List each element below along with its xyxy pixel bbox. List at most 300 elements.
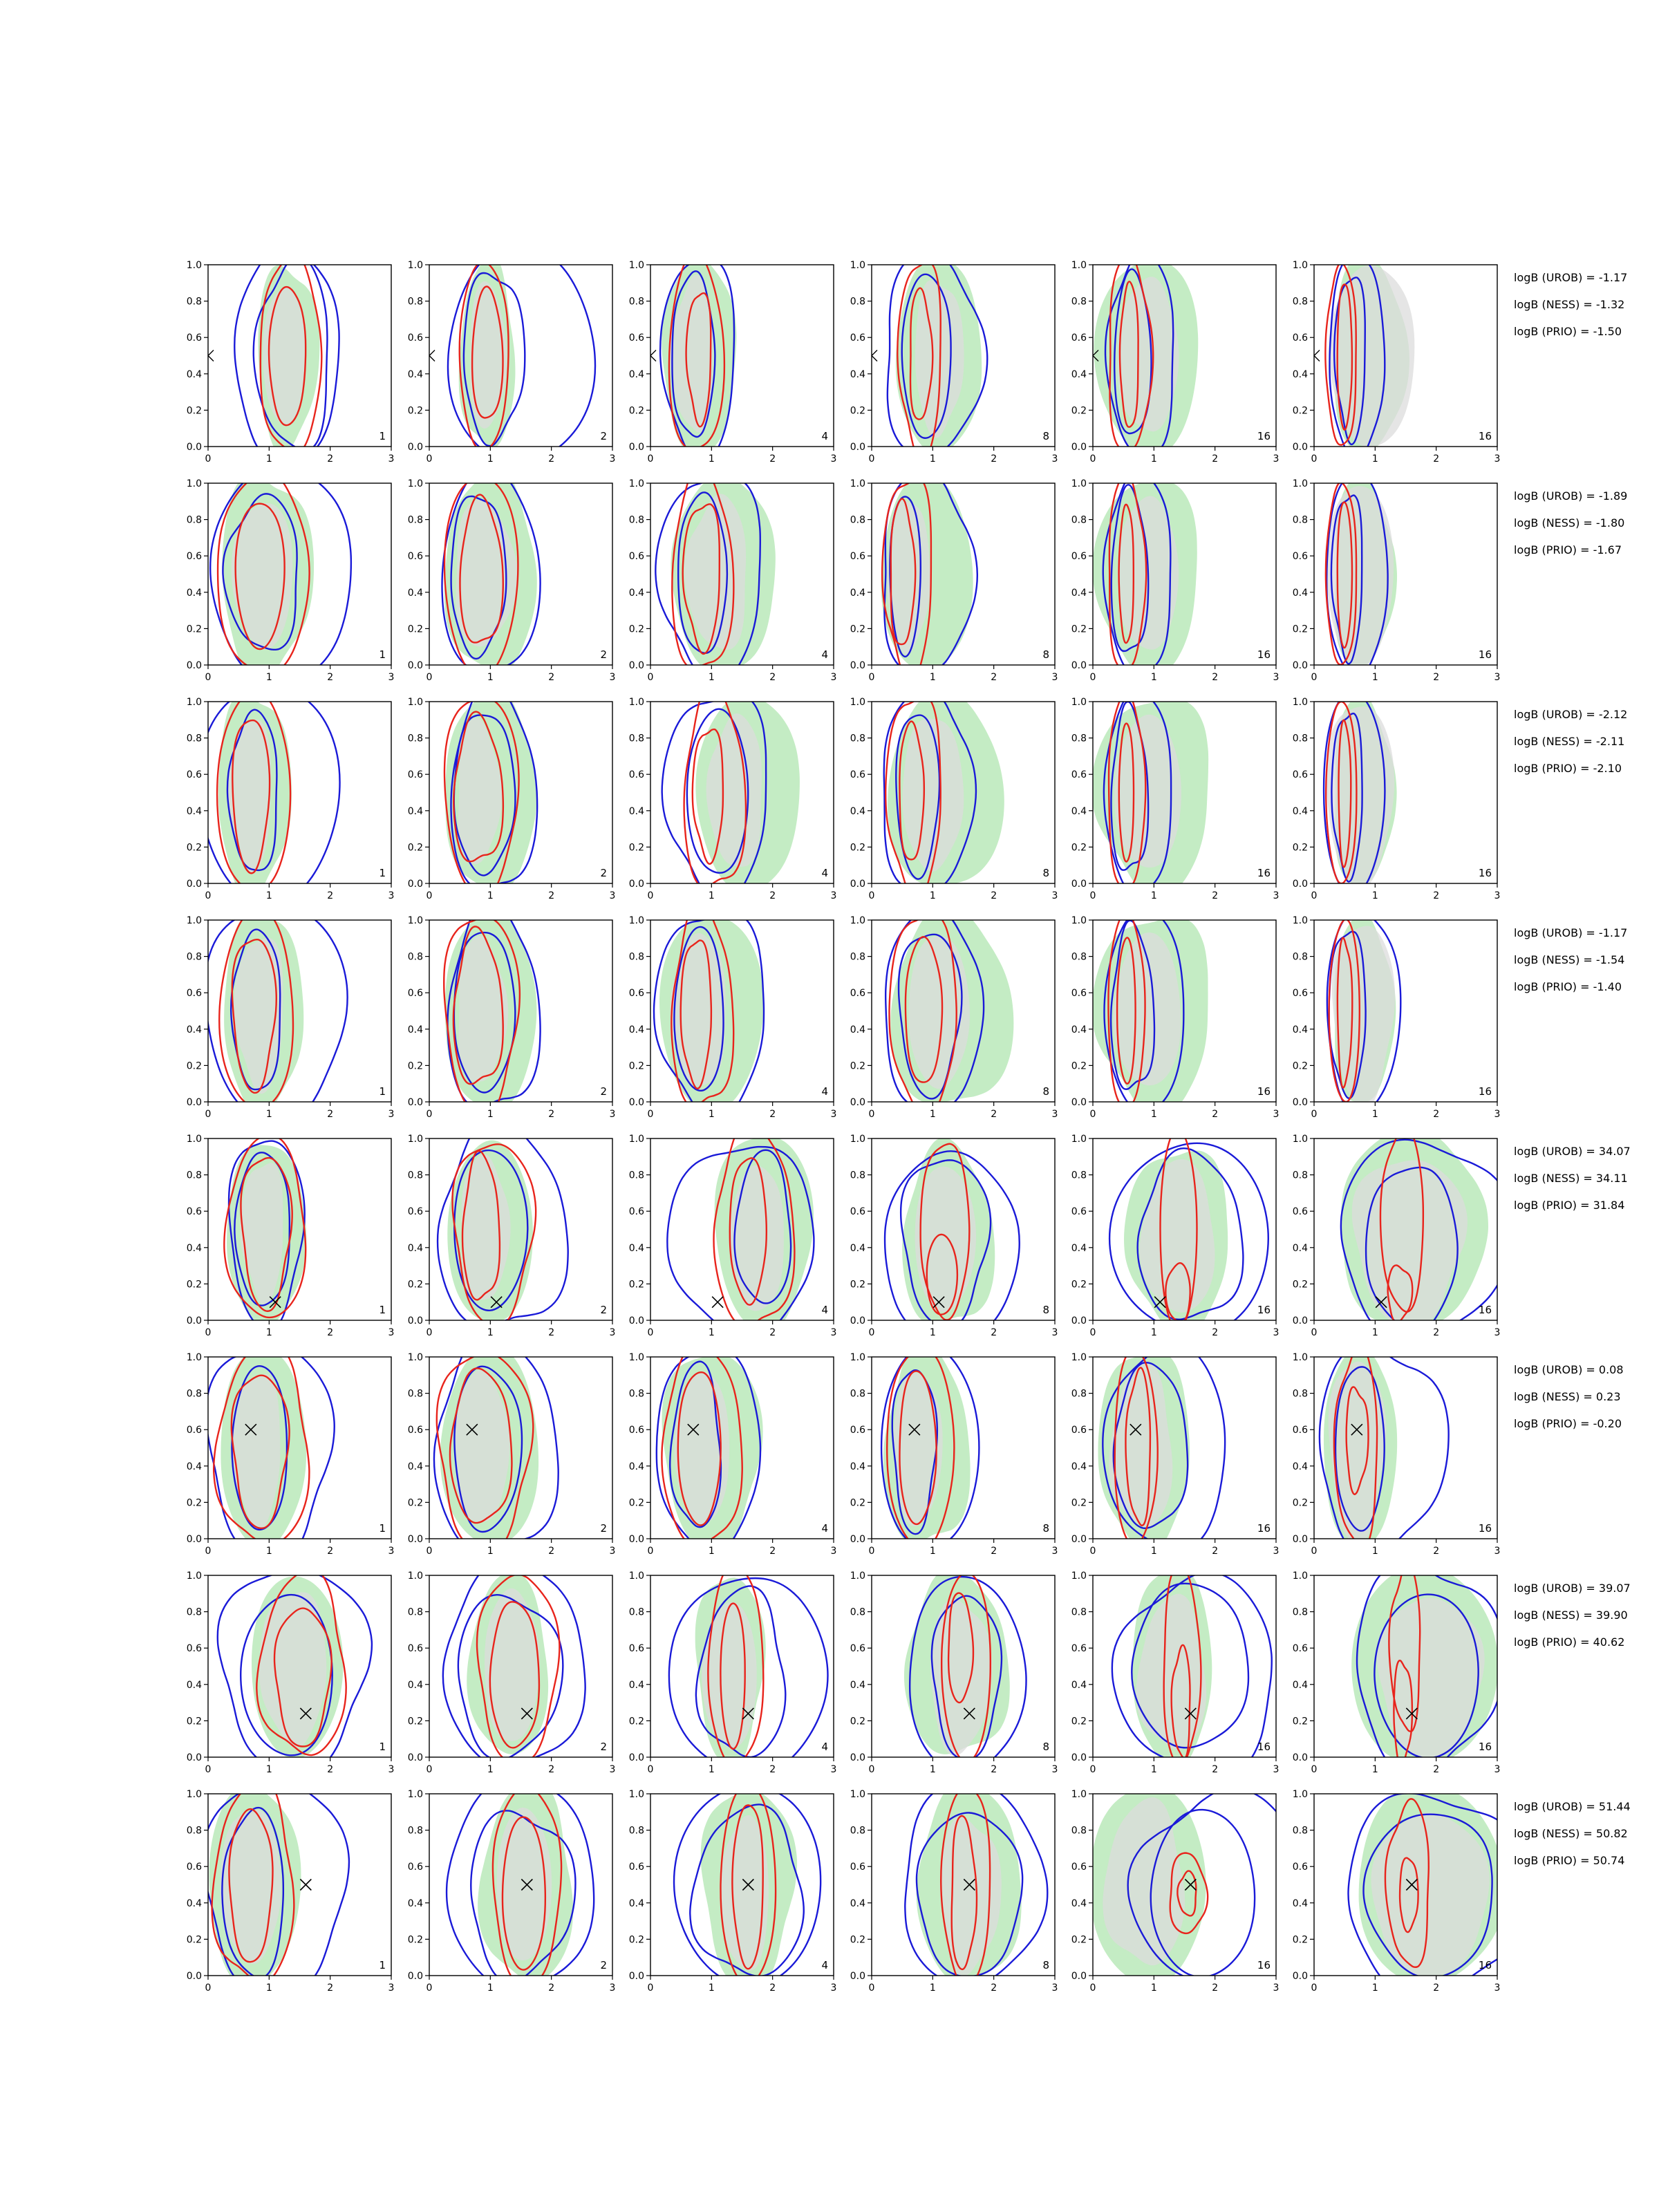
panel-label: 2: [600, 648, 607, 661]
x-tick-label: 2: [548, 453, 555, 465]
x-tick-label: 1: [1371, 890, 1378, 901]
y-tick-label: 0.6: [1292, 1862, 1308, 1873]
x-tick-label: 3: [830, 1327, 837, 1338]
y-tick-label: 0.6: [186, 1206, 202, 1218]
panel-label: 1: [379, 1522, 386, 1535]
x-tick-label: 0: [1311, 1327, 1318, 1338]
x-tick-label: 3: [1273, 1109, 1280, 1120]
panel-contours: [1320, 1344, 1449, 1558]
x-tick-label: 2: [1433, 1327, 1440, 1338]
x-tick-label: 2: [769, 1983, 776, 1994]
y-tick-label: 0.6: [850, 332, 865, 344]
panel-r5-c3: [629, 1121, 837, 1339]
x-tick-label: 1: [708, 453, 715, 465]
y-tick-label: 1.0: [1292, 1134, 1308, 1145]
y-tick-label: 0.8: [186, 1388, 202, 1400]
x-tick-label: 0: [426, 672, 433, 683]
y-tick-label: 0.4: [628, 1679, 644, 1691]
y-tick-label: 0.6: [186, 769, 202, 781]
panel-r2-c1: [187, 465, 395, 684]
y-tick-label: 1.0: [1071, 1789, 1087, 1800]
y-tick-label: 0.6: [1071, 1425, 1087, 1436]
panel-label: 16: [1257, 1959, 1271, 1971]
x-tick-label: 3: [1494, 1327, 1501, 1338]
y-tick-label: 0.0: [628, 442, 644, 453]
x-tick-label: 0: [1089, 1546, 1096, 1557]
panel-label: 16: [1257, 430, 1271, 442]
y-tick-label: 0.2: [407, 624, 423, 635]
y-tick-label: 0.6: [850, 1425, 865, 1436]
x-tick-label: 2: [769, 890, 776, 901]
x-tick-label: 3: [1051, 1109, 1058, 1120]
truth-marker: [208, 350, 214, 362]
x-tick-label: 3: [1494, 1983, 1501, 1994]
y-tick-label: 0.8: [850, 1170, 865, 1181]
x-tick-label: 3: [830, 453, 837, 465]
y-tick-label: 0.6: [407, 1206, 423, 1218]
panel-contours: [905, 1781, 1047, 1988]
x-tick-label: 2: [991, 890, 997, 901]
x-tick-label: 3: [1051, 1764, 1058, 1775]
y-tick-label: 0.6: [850, 1643, 865, 1655]
x-tick-label: 2: [769, 453, 776, 465]
panel-r7-c2: [408, 1560, 616, 1775]
x-tick-label: 0: [1311, 1983, 1318, 1994]
logb-label: logB (UROB) = -1.17: [1514, 926, 1628, 939]
panel-r1-c1: [187, 245, 395, 465]
y-tick-label: 0.0: [186, 660, 202, 671]
y-tick-label: 0.4: [407, 1679, 423, 1691]
y-tick-label: 0.6: [1292, 1643, 1308, 1655]
panel-contours: [1093, 250, 1198, 457]
panel-r1-c3: [629, 252, 837, 465]
y-tick-label: 1.0: [186, 260, 202, 271]
y-tick-label: 0.0: [628, 1097, 644, 1108]
x-tick-label: 1: [265, 1983, 272, 1994]
y-tick-label: 0.8: [628, 733, 644, 744]
panel-contours: [1324, 692, 1397, 896]
y-tick-label: 0.0: [407, 1315, 423, 1327]
x-tick-label: 2: [1212, 890, 1219, 901]
x-tick-label: 3: [609, 1109, 616, 1120]
panel-contours: [444, 682, 537, 899]
panel-r3-c6: [1293, 692, 1501, 901]
y-tick-label: 0.8: [407, 1606, 423, 1618]
x-tick-label: 3: [1494, 1109, 1501, 1120]
y-tick-label: 0.4: [407, 368, 423, 380]
y-tick-label: 0.2: [1292, 1716, 1308, 1727]
y-tick-label: 0.8: [186, 951, 202, 963]
y-tick-label: 0.2: [628, 1279, 644, 1291]
x-tick-label: 3: [1494, 1764, 1501, 1775]
x-tick-label: 1: [1371, 1109, 1378, 1120]
y-tick-label: 0.2: [1071, 1497, 1087, 1509]
y-tick-label: 0.2: [186, 842, 202, 854]
x-tick-label: 0: [647, 453, 654, 465]
y-tick-label: 0.8: [850, 514, 865, 526]
x-tick-label: 1: [708, 1764, 715, 1775]
y-tick-label: 1.0: [1292, 1789, 1308, 1800]
y-tick-label: 0.4: [407, 1242, 423, 1254]
panel-contours: [1327, 910, 1400, 1116]
y-tick-label: 0.6: [628, 988, 644, 1000]
y-tick-label: 0.2: [628, 624, 644, 635]
y-tick-label: 0.0: [1071, 1752, 1087, 1763]
panel-contours: [224, 1135, 306, 1331]
logb-label: logB (PRIO) = -1.67: [1514, 543, 1622, 556]
y-tick-label: 0.0: [1292, 1752, 1308, 1763]
y-tick-label: 0.0: [850, 1534, 865, 1545]
y-tick-label: 0.6: [850, 551, 865, 563]
logb-label: logB (UROB) = -2.12: [1514, 708, 1628, 721]
logb-label: logB (PRIO) = -1.50: [1514, 325, 1622, 338]
panel-contours: [872, 251, 987, 462]
panel-contours: [881, 469, 977, 684]
y-tick-label: 1.0: [628, 478, 644, 489]
y-tick-label: 1.0: [850, 915, 865, 926]
y-tick-label: 0.6: [407, 1643, 423, 1655]
y-tick-label: 0.0: [850, 1315, 865, 1327]
x-tick-label: 3: [1494, 453, 1501, 465]
x-tick-label: 2: [1212, 672, 1219, 683]
y-tick-label: 1.0: [850, 697, 865, 708]
y-tick-label: 0.8: [186, 1170, 202, 1181]
y-tick-label: 0.4: [1071, 368, 1087, 380]
x-tick-label: 1: [929, 1546, 936, 1557]
panel-r2-c6: [1293, 474, 1501, 683]
y-tick-label: 0.4: [628, 368, 644, 380]
panel-r5-c2: [408, 1117, 616, 1338]
y-tick-label: 0.6: [407, 769, 423, 781]
x-tick-label: 3: [388, 890, 395, 901]
y-tick-label: 0.6: [628, 769, 644, 781]
y-tick-label: 0.0: [850, 1752, 865, 1763]
x-tick-label: 3: [1273, 1764, 1280, 1775]
panel-r7-c5: [1071, 1565, 1280, 1775]
y-tick-label: 0.2: [1292, 405, 1308, 417]
panel-label: 2: [600, 867, 607, 879]
x-tick-label: 2: [1212, 1546, 1219, 1557]
y-tick-label: 0.6: [186, 1425, 202, 1436]
panel-label: 16: [1478, 867, 1492, 879]
logb-label: logB (UROB) = 51.44: [1514, 1800, 1631, 1813]
y-tick-label: 0.4: [186, 1897, 202, 1909]
x-tick-label: 2: [548, 890, 555, 901]
x-tick-label: 0: [426, 1764, 433, 1775]
x-tick-label: 3: [1051, 1327, 1058, 1338]
y-tick-label: 0.8: [850, 951, 865, 963]
y-tick-label: 0.2: [850, 624, 865, 635]
x-tick-label: 1: [708, 672, 715, 683]
y-tick-label: 0.8: [850, 296, 865, 308]
panel-label: 8: [1042, 1085, 1049, 1098]
x-tick-label: 3: [1051, 453, 1058, 465]
logb-label: logB (PRIO) = 31.84: [1514, 1199, 1625, 1212]
panel-r6-c6: [1293, 1344, 1501, 1558]
y-tick-label: 0.4: [1292, 1024, 1308, 1035]
y-tick-label: 1.0: [850, 260, 865, 271]
x-tick-label: 2: [991, 453, 997, 465]
y-tick-label: 0.4: [850, 1897, 865, 1909]
x-tick-label: 2: [327, 1764, 334, 1775]
x-tick-label: 0: [647, 890, 654, 901]
x-tick-label: 1: [1150, 1546, 1157, 1557]
logb-label: logB (NESS) = -1.54: [1514, 953, 1625, 966]
y-tick-label: 0.8: [1071, 1825, 1087, 1837]
panel-r8-c1: [187, 1778, 395, 1997]
panel-r1-c6: [1293, 255, 1501, 465]
x-tick-label: 3: [830, 672, 837, 683]
panel-contours: [444, 898, 540, 1118]
y-tick-label: 0.8: [186, 1825, 202, 1837]
y-tick-label: 0.6: [850, 1862, 865, 1873]
x-tick-label: 0: [426, 890, 433, 901]
x-tick-label: 3: [388, 1327, 395, 1338]
y-tick-label: 0.0: [407, 1752, 423, 1763]
y-tick-label: 0.4: [1292, 1461, 1308, 1472]
x-tick-label: 0: [647, 1764, 654, 1775]
y-tick-label: 1.0: [1071, 260, 1087, 271]
y-tick-label: 0.2: [850, 1716, 865, 1727]
panel-label: 8: [1042, 430, 1049, 442]
x-tick-label: 0: [647, 1327, 654, 1338]
panel-contours: [667, 1121, 814, 1339]
x-tick-label: 2: [548, 1983, 555, 1994]
y-tick-label: 0.4: [1292, 1242, 1308, 1254]
panel-r4-c4: [850, 904, 1058, 1120]
y-tick-label: 0.8: [1292, 1825, 1308, 1837]
panel-r8-c2: [408, 1778, 616, 1994]
panel-label: 1: [379, 1741, 386, 1753]
x-tick-label: 2: [769, 672, 776, 683]
y-tick-label: 0.6: [407, 1862, 423, 1873]
y-tick-label: 0.4: [628, 1024, 644, 1035]
panel-r2-c4: [850, 469, 1058, 684]
y-tick-label: 0.0: [186, 1097, 202, 1108]
panel-label: 4: [821, 648, 828, 661]
x-tick-label: 0: [1089, 1983, 1096, 1994]
logb-label: logB (NESS) = -1.80: [1514, 516, 1625, 529]
y-tick-label: 1.0: [628, 1352, 644, 1363]
y-tick-label: 0.2: [1071, 1716, 1087, 1727]
x-tick-label: 3: [388, 1109, 395, 1120]
y-tick-label: 1.0: [1292, 1352, 1308, 1363]
y-tick-label: 1.0: [628, 697, 644, 708]
y-tick-label: 1.0: [850, 1134, 865, 1145]
panel-r1-c4: [850, 251, 1058, 465]
logb-label: logB (PRIO) = -0.20: [1514, 1417, 1622, 1430]
x-tick-label: 1: [1371, 1327, 1378, 1338]
x-tick-label: 2: [1433, 453, 1440, 465]
panel-contours: [669, 1565, 828, 1775]
x-tick-label: 2: [327, 453, 334, 465]
panel-label: 2: [600, 1959, 607, 1971]
y-tick-label: 0.6: [1071, 551, 1087, 563]
y-tick-label: 0.2: [186, 1060, 202, 1072]
x-tick-label: 0: [205, 1764, 212, 1775]
panel-label: 2: [600, 1741, 607, 1753]
y-tick-label: 0.0: [628, 1752, 644, 1763]
logb-label: logB (PRIO) = 50.74: [1514, 1854, 1625, 1867]
y-tick-label: 0.8: [1071, 514, 1087, 526]
y-tick-label: 0.0: [850, 442, 865, 453]
y-tick-label: 0.8: [1071, 1606, 1087, 1618]
y-tick-label: 0.0: [1292, 879, 1308, 890]
panel-label: 16: [1257, 1085, 1271, 1098]
y-tick-label: 0.4: [850, 368, 865, 380]
y-tick-label: 0.6: [1071, 1862, 1087, 1873]
y-tick-label: 1.0: [1292, 915, 1308, 926]
x-tick-label: 0: [1089, 1764, 1096, 1775]
y-tick-label: 0.2: [628, 842, 644, 854]
row-annotation-3: [1514, 708, 1627, 775]
y-tick-label: 0.6: [1071, 1206, 1087, 1218]
y-tick-label: 0.8: [628, 514, 644, 526]
panel-contours: [1348, 1784, 1531, 2002]
row-annotation-8: [1514, 1800, 1631, 1867]
y-tick-label: 0.6: [1071, 988, 1087, 1000]
panel-r2-c5: [1071, 470, 1280, 683]
panel-label: 16: [1478, 1741, 1492, 1753]
x-tick-label: 1: [929, 1983, 936, 1994]
panel-r3-c5: [1071, 690, 1280, 901]
y-tick-label: 0.0: [1071, 879, 1087, 890]
y-tick-label: 0.8: [628, 1388, 644, 1400]
x-tick-label: 2: [991, 1983, 997, 1994]
y-tick-label: 0.4: [1292, 368, 1308, 380]
y-tick-label: 0.0: [850, 660, 865, 671]
x-tick-label: 2: [991, 1109, 997, 1120]
x-tick-label: 1: [929, 1764, 936, 1775]
panel-contours: [203, 1778, 349, 1997]
y-tick-label: 0.2: [407, 405, 423, 417]
y-tick-label: 0.8: [1071, 296, 1087, 308]
x-tick-label: 3: [609, 890, 616, 901]
row-annotation-7: [1514, 1582, 1631, 1649]
y-tick-label: 0.4: [1071, 1242, 1087, 1254]
y-tick-label: 0.4: [186, 1461, 202, 1472]
y-tick-label: 0.0: [1292, 442, 1308, 453]
y-tick-label: 0.4: [186, 1242, 202, 1254]
y-tick-label: 1.0: [1071, 697, 1087, 708]
y-tick-label: 0.2: [186, 405, 202, 417]
y-tick-label: 0.2: [628, 1934, 644, 1946]
y-tick-label: 0.0: [186, 1752, 202, 1763]
x-tick-label: 3: [609, 1764, 616, 1775]
x-tick-label: 0: [1089, 1327, 1096, 1338]
x-tick-label: 2: [548, 1327, 555, 1338]
panel-r3-c4: [850, 687, 1058, 901]
y-tick-label: 0.2: [628, 405, 644, 417]
x-tick-label: 2: [1433, 1983, 1440, 1994]
y-tick-label: 0.0: [628, 660, 644, 671]
x-tick-label: 0: [205, 672, 212, 683]
y-tick-label: 0.4: [1292, 587, 1308, 599]
panel-contours: [438, 1117, 568, 1327]
x-tick-label: 3: [830, 890, 837, 901]
x-tick-label: 2: [548, 1546, 555, 1557]
y-tick-label: 0.6: [628, 1862, 644, 1873]
panel-label: 1: [379, 648, 386, 661]
y-tick-label: 0.4: [850, 1242, 865, 1254]
panel-r5-c4: [850, 1134, 1058, 1340]
x-tick-label: 0: [1311, 890, 1318, 901]
panel-contours: [655, 465, 776, 685]
x-tick-label: 0: [647, 1983, 654, 1994]
panel-contours: [884, 687, 1004, 901]
panel-contours: [904, 1568, 1027, 1774]
panel-contours: [206, 1342, 335, 1565]
panel-contours: [647, 252, 736, 465]
x-tick-label: 1: [265, 1327, 272, 1338]
x-tick-label: 0: [1089, 890, 1096, 901]
y-tick-label: 0.6: [186, 1862, 202, 1873]
x-tick-label: 0: [1311, 1109, 1318, 1120]
logb-label: logB (NESS) = 34.11: [1514, 1172, 1628, 1185]
y-tick-label: 0.0: [850, 1097, 865, 1108]
x-tick-label: 2: [769, 1764, 776, 1775]
panel-label: 16: [1478, 430, 1492, 442]
x-tick-label: 2: [1433, 1546, 1440, 1557]
y-tick-label: 1.0: [407, 260, 423, 271]
x-tick-label: 3: [609, 1546, 616, 1557]
x-tick-label: 0: [868, 1546, 875, 1557]
y-tick-label: 1.0: [1292, 1571, 1308, 1582]
y-tick-label: 0.2: [628, 1497, 644, 1509]
y-tick-label: 0.2: [186, 1497, 202, 1509]
y-tick-label: 0.6: [1292, 769, 1308, 781]
logb-label: logB (UROB) = -1.17: [1514, 271, 1628, 284]
y-tick-label: 0.8: [1292, 951, 1308, 963]
y-tick-label: 0.8: [186, 514, 202, 526]
y-tick-label: 0.6: [407, 551, 423, 563]
panel-label: 16: [1257, 867, 1271, 879]
y-tick-label: 0.2: [1292, 1934, 1308, 1946]
x-tick-label: 0: [426, 1327, 433, 1338]
panel-contours: [657, 1344, 763, 1555]
x-tick-label: 1: [708, 1983, 715, 1994]
x-tick-label: 2: [1212, 1764, 1219, 1775]
y-tick-label: 0.0: [850, 879, 865, 890]
panel-r6-c3: [629, 1344, 837, 1557]
panel-contours: [674, 1784, 821, 1990]
x-tick-label: 0: [205, 453, 212, 465]
y-tick-label: 1.0: [850, 1352, 865, 1363]
x-tick-label: 0: [868, 1983, 875, 1994]
y-tick-label: 1.0: [1292, 260, 1308, 271]
panel-r4-c3: [629, 901, 837, 1122]
y-tick-label: 0.4: [186, 1679, 202, 1691]
row-annotation-6: [1514, 1363, 1624, 1430]
y-tick-label: 0.0: [186, 1534, 202, 1545]
y-tick-label: 0.0: [1292, 1971, 1308, 1982]
panel-label: 4: [821, 1085, 828, 1098]
y-tick-label: 0.8: [186, 1606, 202, 1618]
y-tick-label: 0.8: [407, 1170, 423, 1181]
x-tick-label: 1: [1150, 672, 1157, 683]
panel-r7-c3: [629, 1565, 837, 1775]
y-tick-label: 0.2: [407, 842, 423, 854]
panel-contours: [1092, 470, 1197, 678]
y-tick-label: 0.4: [628, 805, 644, 817]
panel-r3-c2: [408, 682, 616, 901]
panel-label: 1: [379, 1304, 386, 1316]
x-tick-label: 3: [1051, 1983, 1058, 1994]
x-tick-label: 2: [769, 1109, 776, 1120]
panel-contours: [662, 682, 800, 904]
y-tick-label: 0.0: [186, 1971, 202, 1982]
panel-contours: [447, 1778, 594, 1989]
